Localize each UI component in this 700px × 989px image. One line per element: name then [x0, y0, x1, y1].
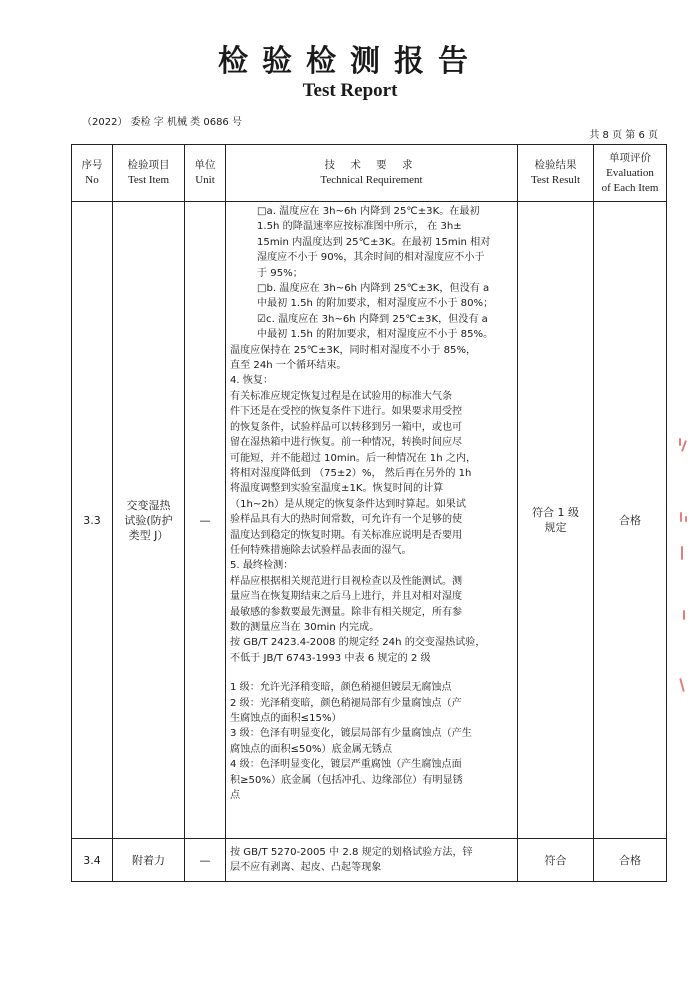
seal-mark	[681, 546, 683, 560]
table-row	[72, 202, 667, 839]
column-header-result	[518, 145, 594, 202]
test-result-line: 符合 1 级	[532, 506, 579, 519]
evaluation-value: 合格	[594, 202, 667, 839]
column-header-unit-en: Unit	[195, 174, 215, 186]
column-header-evaluation-en2: of Each Item	[601, 181, 659, 194]
test-item-line: 试验(防护	[124, 513, 173, 527]
requirement-line: 温度达到稳定的恢复时期。有关标准应说明是否要用	[230, 529, 463, 541]
requirement-line: ☑c. 温度应在 3h~6h 内降到 25℃±3K，但没有 a	[257, 313, 488, 325]
requirement-line: 将相对湿度降低到 （75±2）%， 然后再在另外的 1h	[230, 467, 472, 479]
column-header-unit	[185, 145, 226, 202]
requirement-line: 温度应保持在 25℃±3K，同时相对湿度不小于 85%，	[230, 344, 477, 356]
requirement-line: 直至 24h 一个循环结束。	[230, 360, 347, 372]
column-header-result-cn: 检验结果	[534, 159, 577, 171]
requirement-line: 数的测量应当在 30min 内完成。	[230, 621, 380, 633]
seal-mark	[680, 512, 682, 522]
test-result-table	[71, 144, 667, 882]
technical-requirement	[226, 202, 518, 839]
column-header-unit-cn: 单位	[194, 159, 216, 171]
requirement-line: 验样品具有大的热时间常数，可允许有一个足够的使	[230, 514, 463, 526]
test-result-line: 规定	[544, 521, 567, 534]
requirement-line: 2 级：光泽稍变暗，颜色稍褪局部有少量腐蚀点（产	[230, 697, 462, 709]
seal-mark	[683, 610, 685, 620]
document-number: （2022） 委检 字 机械 类 0686 号	[82, 117, 242, 128]
requirement-line: 3 级：色泽有明显变化，镀层局部有少量腐蚀点（产生	[230, 728, 472, 740]
requirement-line: 4. 恢复：	[230, 375, 274, 387]
requirement-line: 生腐蚀点的面积≤15%）	[230, 713, 342, 724]
column-header-no-en: No	[85, 174, 99, 186]
requirement-line: （1h~2h）是从规定的恢复条件达到时算起。如果试	[230, 498, 466, 510]
seal-mark	[679, 438, 681, 446]
requirement-line: 按 GB/T 2423.4-2008 的规定经 24h 的交变湿热试验，	[230, 637, 486, 649]
requirement-line: 任何特殊措施除去试验样品表面的湿气。	[230, 544, 412, 556]
requirement-line: 按 GB/T 5270-2005 中 2.8 规定的划格试验方法，锌	[230, 846, 473, 858]
requirement-line: 层不应有剥离、起皮、凸起等现象	[230, 862, 382, 873]
seal-mark	[679, 678, 685, 692]
test-item	[113, 202, 185, 839]
requirement-line: 4 级：色泽明显变化，镀层严重腐蚀（产生腐蚀点面	[230, 759, 462, 771]
column-header-evaluation	[594, 145, 667, 202]
requirement-line: 1 级：允许光泽稍变暗，颜色稍褪但镀层无腐蚀点	[230, 682, 452, 694]
requirement-line: 点	[230, 790, 241, 802]
requirement-line: 有关标准应规定恢复过程是在试验用的标准大气条	[230, 390, 453, 402]
requirement-line: 于 95%；	[257, 267, 303, 279]
seal-mark	[681, 440, 687, 452]
report-title-en: Test Report	[302, 80, 398, 101]
technical-requirement	[226, 839, 518, 882]
requirement-line: 中最初 1.5h 的附加要求，相对湿度应不小于 80%；	[257, 298, 494, 310]
table-row	[72, 839, 667, 882]
column-header-item-cn: 检验项目	[127, 159, 170, 171]
requirement-line: 5. 最终检测：	[230, 560, 294, 572]
test-result: 符合	[518, 839, 594, 882]
test-item: 附着力	[113, 839, 185, 882]
column-header-item-en: Test Item	[127, 174, 170, 186]
row-number: 3.4	[72, 839, 113, 882]
column-header-result-en: Test Result	[530, 174, 581, 186]
column-header-requirement	[226, 145, 518, 202]
requirement-line: 可能短，并不能超过 10min。后一种情况在 1h 之内，	[230, 452, 477, 464]
requirement-line: 件下还是在受控的恢复条件下进行。如果要求用受控	[230, 406, 463, 418]
test-result	[518, 202, 594, 839]
row-number: 3.3	[72, 202, 113, 839]
column-header-evaluation-en1: Evaluation	[606, 166, 654, 179]
requirement-line: 腐蚀点的面积≤50%）底金属无锈点	[230, 743, 393, 755]
column-header-requirement-cn: 技 术 要 求	[324, 159, 419, 171]
requirement-line: 中最初 1.5h 的附加要求，相对湿度应不小于 85%。	[257, 329, 494, 341]
column-header-no	[72, 145, 113, 202]
requirement-line: 积≥50%）底金属（包括冲孔、边缘部位）有明显锈	[230, 774, 463, 786]
seal-fragment	[677, 438, 691, 698]
requirement-line: 样品应根据相关规范进行目视检查以及性能测试。测	[230, 575, 463, 587]
requirement-line: □a. 温度应在 3h~6h 内降到 25℃±3K。在最初	[257, 206, 480, 217]
evaluation-value: 合格	[594, 839, 667, 882]
requirement-line: □b. 温度应在 3h~6h 内降到 25℃±3K，但没有 a	[257, 283, 490, 295]
test-item-line: 交变湿热	[126, 498, 171, 512]
requirement-line: 的恢复条件，试验样品可以转移到另一箱中，或也可	[230, 421, 463, 433]
column-header-evaluation-cn: 单项评价	[609, 151, 651, 164]
unit-value: —	[185, 839, 226, 882]
column-header-no-cn: 序号	[81, 159, 103, 171]
requirement-line: 最敏感的参数要最先测量。除非有相关规定，所有参	[230, 606, 463, 618]
column-header-requirement-en: Technical Requirement	[320, 174, 423, 186]
requirement-line: 量应当在恢复期结束之后马上进行，并且对相对湿度	[230, 591, 463, 603]
requirement-line: 15min 内温度达到 25℃±3K。在最初 15min 相对	[257, 236, 491, 248]
requirement-line: 湿度应不小于 90%，其余时间的相对湿度应不小于	[257, 252, 485, 264]
requirement-line: 留在湿热箱中进行恢复。前一种情况，转换时间应尽	[230, 437, 463, 449]
seal-mark	[685, 516, 687, 522]
requirement-line: 不低于 JB/T 6743-1993 中表 6 规定的 2 级	[230, 652, 431, 664]
report-title-cn: 检验检测报告	[218, 44, 482, 79]
unit-value: —	[185, 202, 226, 839]
test-item-line: 类型 J）	[128, 528, 169, 542]
page-indicator: 共 8 页 第 6 页	[589, 130, 658, 141]
requirement-line: 将温度调整到实验室温度±1K。恢复时间的计算	[230, 483, 444, 495]
table-header-row	[72, 145, 667, 202]
requirement-spacer	[230, 666, 513, 680]
requirement-line: 1.5h 的降温速率应按标准图中所示， 在 3h±	[257, 221, 462, 233]
column-header-item	[113, 145, 185, 202]
